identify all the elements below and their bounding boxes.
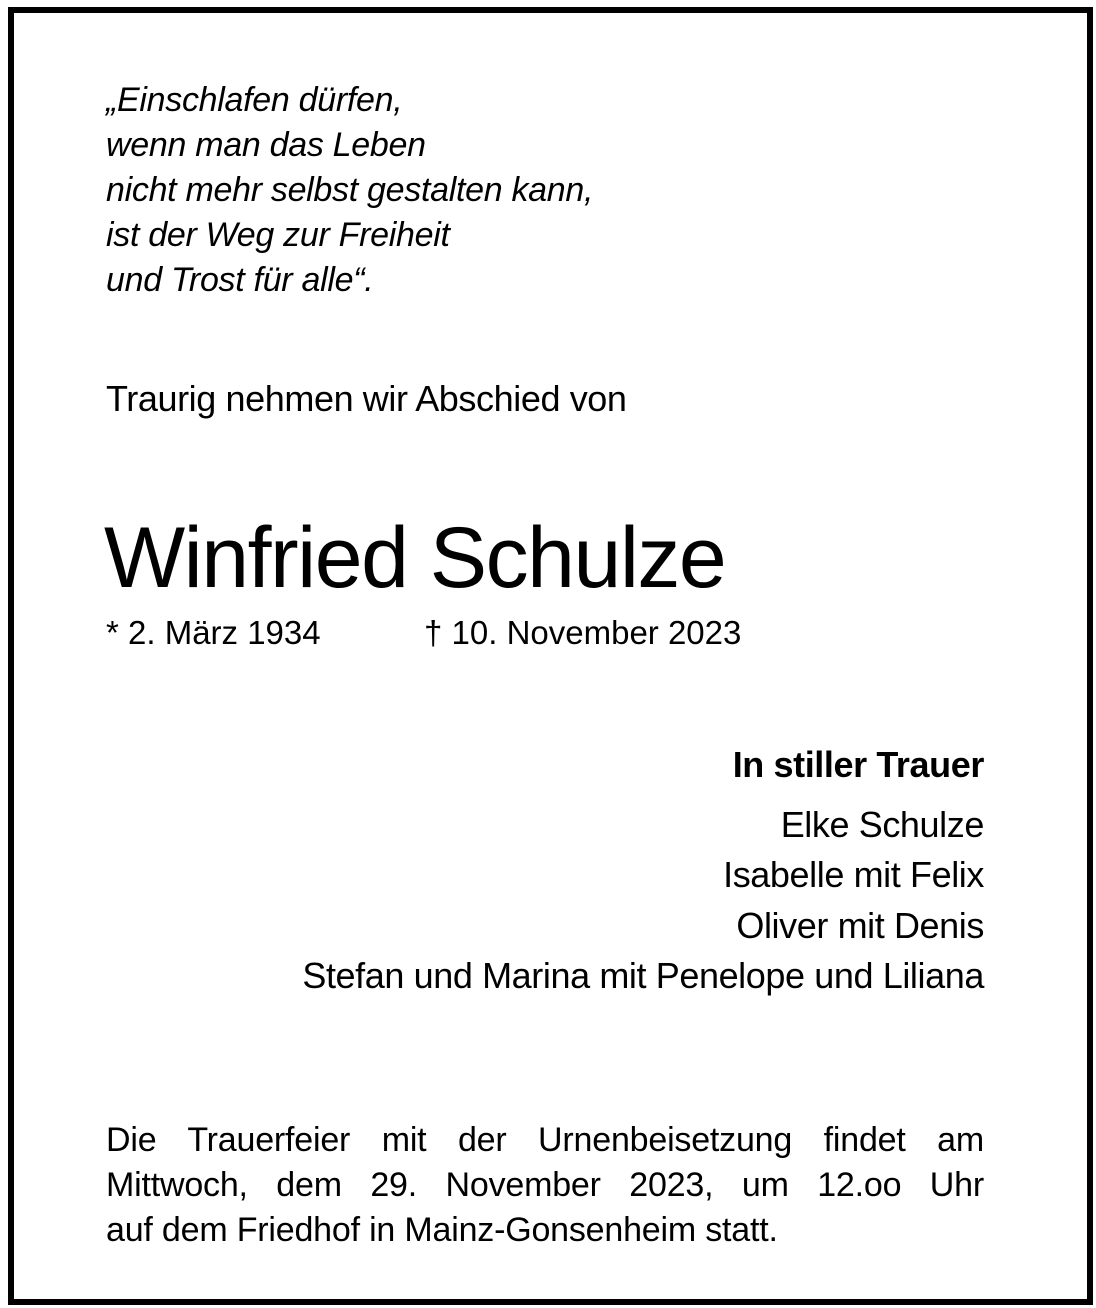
mourners-block — [302, 740, 984, 1002]
memorial-quote — [106, 78, 593, 303]
mourner-name: Isabelle mit Felix — [723, 854, 984, 895]
mourner-name: Elke Schulze — [780, 803, 984, 845]
birth-date: * 2. März 1934 — [106, 614, 321, 651]
mourner-name: Stefan und Marina mit Penelope und Liliana — [302, 955, 984, 996]
funeral-service-notice — [106, 1118, 984, 1253]
quote-line: „Einschlafen dürfen, — [106, 81, 403, 119]
quote-line: wenn man das Leben — [106, 126, 426, 164]
farewell-intro: Traurig nehmen wir Abschied von — [106, 378, 627, 419]
quote-line: ist der Weg zur Freiheit — [106, 216, 450, 254]
death-date: † 10. November 2023 — [424, 614, 742, 651]
mourner-name: Oliver mit Denis — [736, 904, 984, 946]
quote-line: und Trost für alle“. — [106, 261, 374, 299]
service-line: Die Trauerfeier mit der Urnenbeisetzung findet am — [106, 1121, 984, 1159]
service-line: auf dem Friedhof in Mainz-Gonsenheim statt. — [106, 1211, 778, 1249]
quote-line: nicht mehr selbst gestalten kann, — [106, 171, 594, 209]
deceased-name: Winfried Schulze — [104, 510, 726, 606]
service-line: Mittwoch, dem 29. November 2023, um 12.oo Uhr — [106, 1166, 984, 1204]
life-dates — [106, 612, 742, 654]
mourners-heading: In stiller Trauer — [732, 744, 984, 785]
